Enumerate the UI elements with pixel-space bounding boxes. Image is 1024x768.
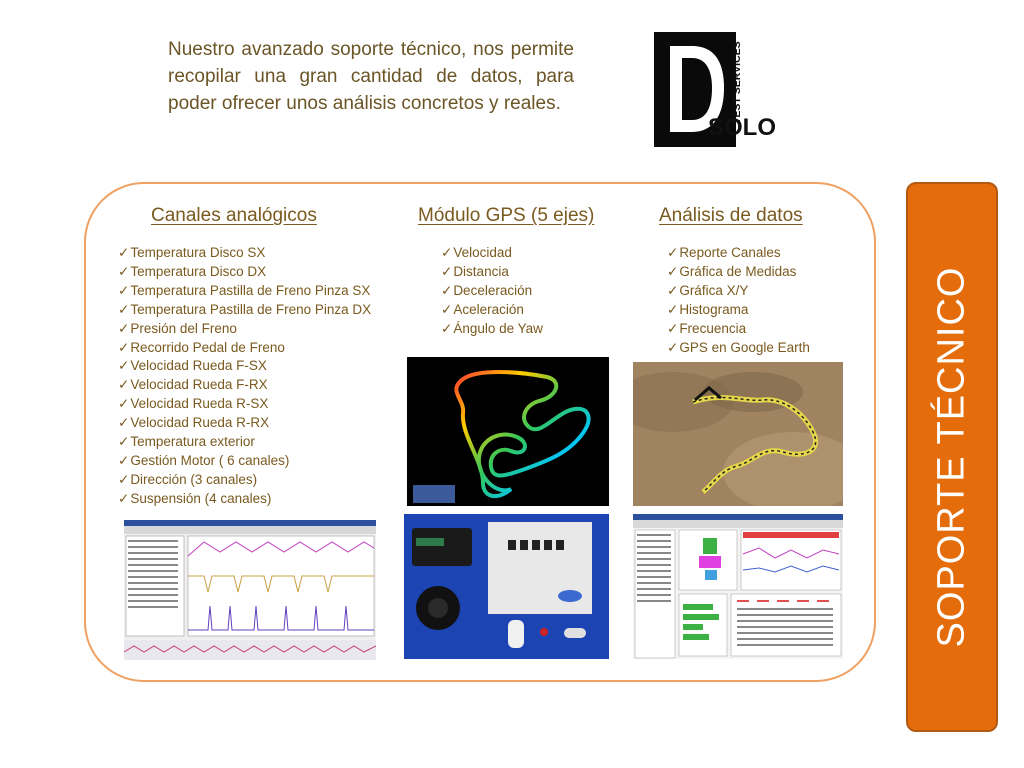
analog-channels-title: Canales analógicos [151, 205, 317, 226]
analog-channels-list [118, 244, 371, 509]
analog-channel-item: ✓ Velocidad Rueda F-SX [118, 357, 371, 376]
gps-track-image [407, 357, 609, 506]
gps-metric-item: ✓ Velocidad [441, 244, 543, 263]
gps-metric-item: ✓ Deceleración [441, 282, 543, 301]
side-banner [906, 182, 998, 732]
dsolo-logo [654, 32, 794, 147]
gps-module-title: Módulo GPS (5 ejes) [418, 205, 595, 226]
gps-module-list [441, 244, 543, 339]
analog-channel-item: ✓ Dirección (3 canales) [118, 471, 371, 490]
gps-metric-item: ✓ Aceleración [441, 301, 543, 320]
analysis-software-image [633, 514, 843, 659]
google-earth-image [633, 362, 843, 506]
analysis-feature-item: ✓ Histograma [667, 301, 810, 320]
logo-word: SOLO [708, 114, 777, 141]
analog-channel-item: ✓ Velocidad Rueda R-SX [118, 395, 371, 414]
analysis-feature-item: ✓ Frecuencia [667, 320, 810, 339]
analog-channel-item: ✓ Suspensión (4 canales) [118, 490, 371, 509]
analog-channel-item: ✓ Velocidad Rueda R-RX [118, 414, 371, 433]
intro-paragraph: Nuestro avanzado soporte técnico, nos permite recopilar una gran cantidad de datos, para poder ofrecer unos análisis concretos y reales. [168, 39, 574, 114]
side-banner-title: SOPORTE TÉCNICO [930, 266, 973, 648]
analysis-feature-item: ✓ Reporte Canales [667, 244, 810, 263]
analog-channel-item: ✓ Temperatura Disco DX [118, 263, 371, 282]
logo-side-text: TEST SERVICES [731, 41, 743, 124]
data-analysis-title: Análisis de datos [659, 205, 803, 226]
analog-channel-item: ✓ Velocidad Rueda F-RX [118, 376, 371, 395]
analysis-feature-item: ✓ GPS en Google Earth [667, 339, 810, 358]
analog-channel-item: ✓ Temperatura Pastilla de Freno Pinza SX [118, 282, 371, 301]
analog-channel-item: ✓ Temperatura exterior [118, 433, 371, 452]
analog-channel-item: ✓ Temperatura Pastilla de Freno Pinza DX [118, 301, 371, 320]
analysis-feature-item: ✓ Gráfica de Medidas [667, 263, 810, 282]
analog-channel-item: ✓ Presión del Freno [118, 320, 371, 339]
gps-metric-item: ✓ Distancia [441, 263, 543, 282]
data-acquisition-software-image [124, 520, 376, 660]
analog-channel-item: ✓ Recorrido Pedal de Freno [118, 339, 371, 358]
analog-channel-item: ✓ Temperatura Disco SX [118, 244, 371, 263]
data-analysis-list [667, 244, 810, 357]
hardware-kit-image [404, 514, 609, 659]
analog-channel-item: ✓ Gestión Motor ( 6 canales) [118, 452, 371, 471]
analysis-feature-item: ✓ Gráfica X/Y [667, 282, 810, 301]
gps-metric-item: ✓ Ángulo de Yaw [441, 320, 543, 339]
